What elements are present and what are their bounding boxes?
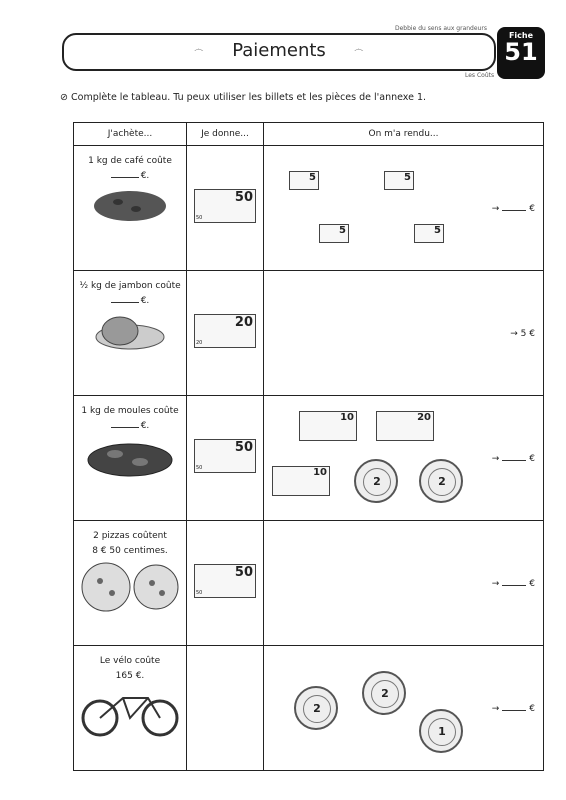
swirl-left-icon: ෴ xyxy=(194,44,204,55)
answer-blank[interactable] xyxy=(502,585,526,586)
fiche-label: Fiche xyxy=(508,31,534,40)
payment-table xyxy=(73,122,544,771)
table-row xyxy=(74,521,544,646)
table-row: 1 kg de café coûte €. 50 50 5 5 5 5 → € xyxy=(74,146,544,271)
item-price: 165 €. xyxy=(115,671,145,681)
coffee-beans-image xyxy=(90,184,170,224)
table-row: 1 kg de moules coûte €. 50 50 10 20 10 2 2 → € xyxy=(74,396,544,521)
banknote-icon: 20 xyxy=(376,411,434,441)
banknote-icon: 50 50 xyxy=(194,189,256,223)
ham-image xyxy=(90,309,170,354)
swirl-right-icon: ෴ xyxy=(354,44,364,55)
price-blank[interactable] xyxy=(111,177,139,178)
item-label: 1 kg de café coûte xyxy=(88,156,172,166)
item-label: 2 pizzas coûtent xyxy=(93,531,167,541)
euro-coin-icon: 1 xyxy=(419,709,463,753)
header-returned: On m'a rendu... xyxy=(264,123,544,146)
answer: → € xyxy=(491,454,535,464)
banknote-icon: 50 50 xyxy=(194,439,256,473)
header-give: Je donne... xyxy=(187,123,264,146)
table-row: ½ kg de jambon coûte €. 20 20 → 5 € xyxy=(74,271,544,396)
banknote-icon: 5 xyxy=(414,224,444,243)
fiche-badge xyxy=(497,27,545,79)
mussels-image xyxy=(85,434,175,479)
item-price: 8 € 50 centimes. xyxy=(92,546,168,556)
price-blank[interactable] xyxy=(111,427,139,428)
banknote-icon: 50 50 xyxy=(194,564,256,598)
pizzas-image xyxy=(80,559,180,614)
answer: → 5 € xyxy=(510,329,535,339)
banknote-icon: 10 xyxy=(272,466,330,496)
instruction xyxy=(60,92,426,103)
answer: → € xyxy=(491,579,535,589)
title-box xyxy=(62,33,496,71)
banknote-icon: 5 xyxy=(319,224,349,243)
banknote-icon: 10 xyxy=(299,411,357,441)
euro-coin-icon: 2 xyxy=(362,671,406,715)
answer-blank[interactable] xyxy=(502,460,526,461)
answer-blank[interactable] xyxy=(502,210,526,211)
euro-coin-icon: 2 xyxy=(419,459,463,503)
bike-image xyxy=(78,684,183,739)
item-label: ½ kg de jambon coûte xyxy=(79,281,181,291)
top-note: Debbie du sens aux grandeurs xyxy=(395,25,487,32)
instruction-text: Complète le tableau. Tu peux utiliser les billets et les pièces de l'annexe 1. xyxy=(71,92,427,103)
page-title: Paiements xyxy=(232,40,326,61)
banknote-icon: 5 xyxy=(289,171,319,190)
item-label: 1 kg de moules coûte xyxy=(81,406,179,416)
item-label: Le vélo coûte xyxy=(99,656,161,666)
price-blank[interactable] xyxy=(111,302,139,303)
answer: → € xyxy=(491,704,535,714)
banknote-icon: 20 20 xyxy=(194,314,256,348)
instruction-bullet-icon: ⊘ xyxy=(60,92,68,103)
answer-blank[interactable] xyxy=(502,710,526,711)
banknote-icon: 5 xyxy=(384,171,414,190)
euro-coin-icon: 2 xyxy=(294,686,338,730)
sub-note: Les Coûts xyxy=(465,72,495,79)
euro-coin-icon: 2 xyxy=(354,459,398,503)
table-row xyxy=(74,646,544,771)
header-buy: J'achète... xyxy=(74,123,187,146)
answer: → € xyxy=(491,204,535,214)
fiche-number: 51 xyxy=(504,38,538,66)
